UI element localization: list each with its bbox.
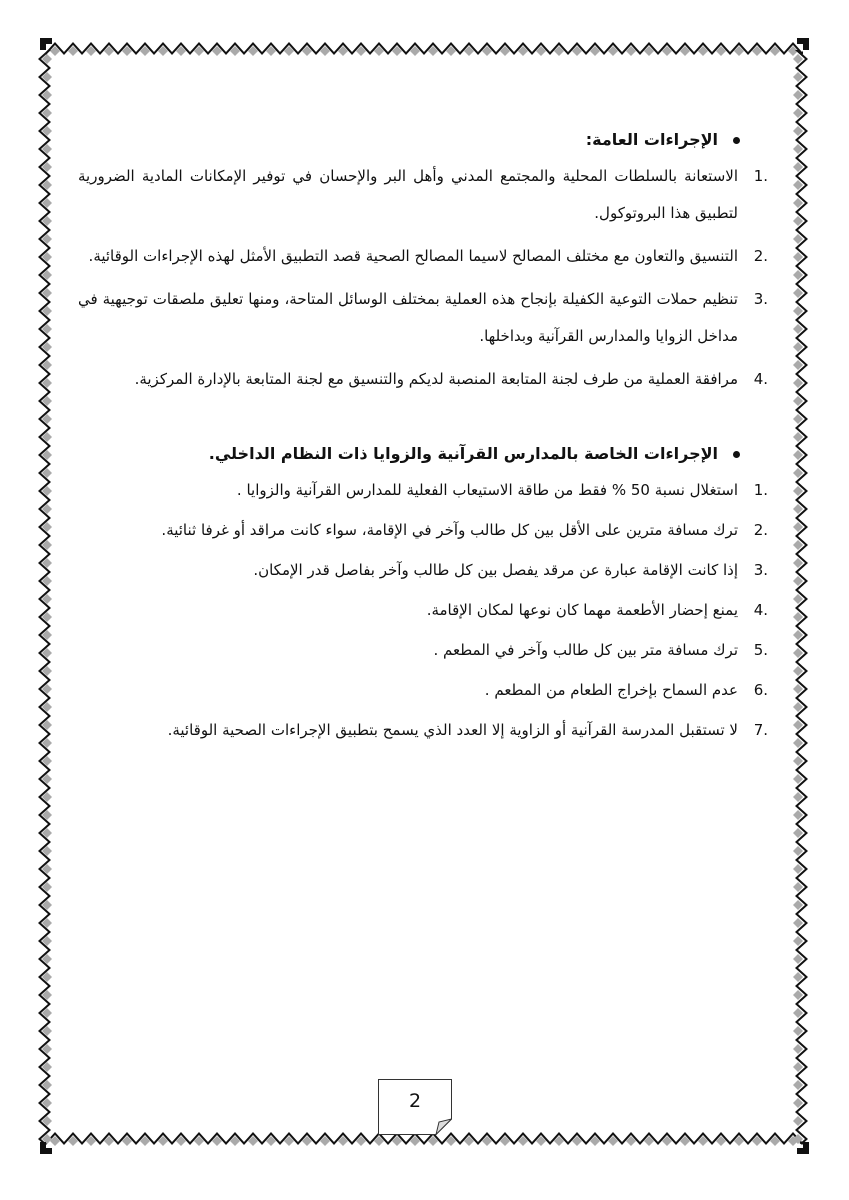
item-text: لا تستقبل المدرسة القرآنية أو الزاوية إلا العدد الذي يسمح بتطبيق الإجراءات الصحية الوقائية. — [167, 721, 738, 739]
list-item — [78, 592, 768, 629]
list-item — [78, 472, 768, 509]
item-number: 2. — [753, 521, 768, 539]
section-title-text: الإجراءات الخاصة بالمدارس القرآنية والزوايا ذات النظام الداخلي. — [208, 444, 718, 463]
item-text: ترك مسافة متر بين كل طالب وآخر في المطعم . — [433, 641, 738, 659]
list-item — [78, 361, 768, 398]
bullet-icon — [733, 137, 740, 144]
item-text: الاستعانة بالسلطات المحلية والمجتمع المدني وأهل البر والإحسان في توفير الإمكانات المادية الضرورية لتطبيق هذا البروتوكول. — [78, 167, 738, 222]
list-item — [78, 238, 768, 275]
item-number: 7. — [753, 721, 768, 739]
bullet-icon — [733, 451, 740, 458]
section-heading — [78, 122, 768, 158]
document-body — [78, 122, 768, 752]
item-text: عدم السماح بإخراج الطعام من المطعم . — [484, 681, 738, 699]
numbered-list — [78, 472, 768, 749]
item-number: 6. — [753, 681, 768, 699]
item-number: 3. — [753, 561, 768, 579]
numbered-list — [78, 158, 768, 398]
list-item — [78, 158, 768, 232]
item-text: استغلال نسبة 50 % فقط من طاقة الاستيعاب الفعلية للمدارس القرآنية والزوايا . — [236, 481, 738, 499]
item-number: 1. — [753, 167, 768, 185]
item-text: يمنع إحضار الأطعمة مهما كان نوعها لمكان الإقامة. — [426, 601, 738, 619]
item-number: 1. — [753, 481, 768, 499]
page-number-box — [378, 1079, 452, 1135]
section-general-procedures — [78, 122, 768, 398]
list-item — [78, 672, 768, 709]
item-text: إذا كانت الإقامة عبارة عن مرقد يفصل بين كل طالب وآخر بفاصل قدر الإمكان. — [253, 561, 738, 579]
item-number: 4. — [753, 370, 768, 388]
item-number: 5. — [753, 641, 768, 659]
item-number: 2. — [753, 247, 768, 265]
list-item — [78, 552, 768, 589]
section-heading — [78, 436, 768, 472]
section-internal-procedures — [78, 436, 768, 749]
item-text: التنسيق والتعاون مع مختلف المصالح لاسيما المصالح الصحية قصد التطبيق الأمثل لهذه الإجراءات الوقائية. — [88, 247, 738, 265]
section-title-text: الإجراءات العامة: — [585, 130, 718, 149]
list-item — [78, 632, 768, 669]
list-item — [78, 712, 768, 749]
page-number: 2 — [408, 1090, 422, 1112]
list-item — [78, 512, 768, 549]
list-item — [78, 281, 768, 355]
item-number: 4. — [753, 601, 768, 619]
item-text: مرافقة العملية من طرف لجنة المتابعة المنصبة لديكم والتنسيق مع لجنة المتابعة بالإدارة المركزية. — [134, 370, 738, 388]
item-number: 3. — [753, 290, 768, 308]
item-text: ترك مسافة مترين على الأقل بين كل طالب وآخر في الإقامة، سواء كانت مراقد أو غرفا ثنائية. — [161, 521, 738, 539]
item-text: تنظيم حملات التوعية الكفيلة بإنجاح هذه العملية بمختلف الوسائل المتاحة، ومنها تعليق ملصقات توجيهية في مداخل الزوايا والمدارس القرآنية وبداخلها. — [78, 290, 738, 345]
